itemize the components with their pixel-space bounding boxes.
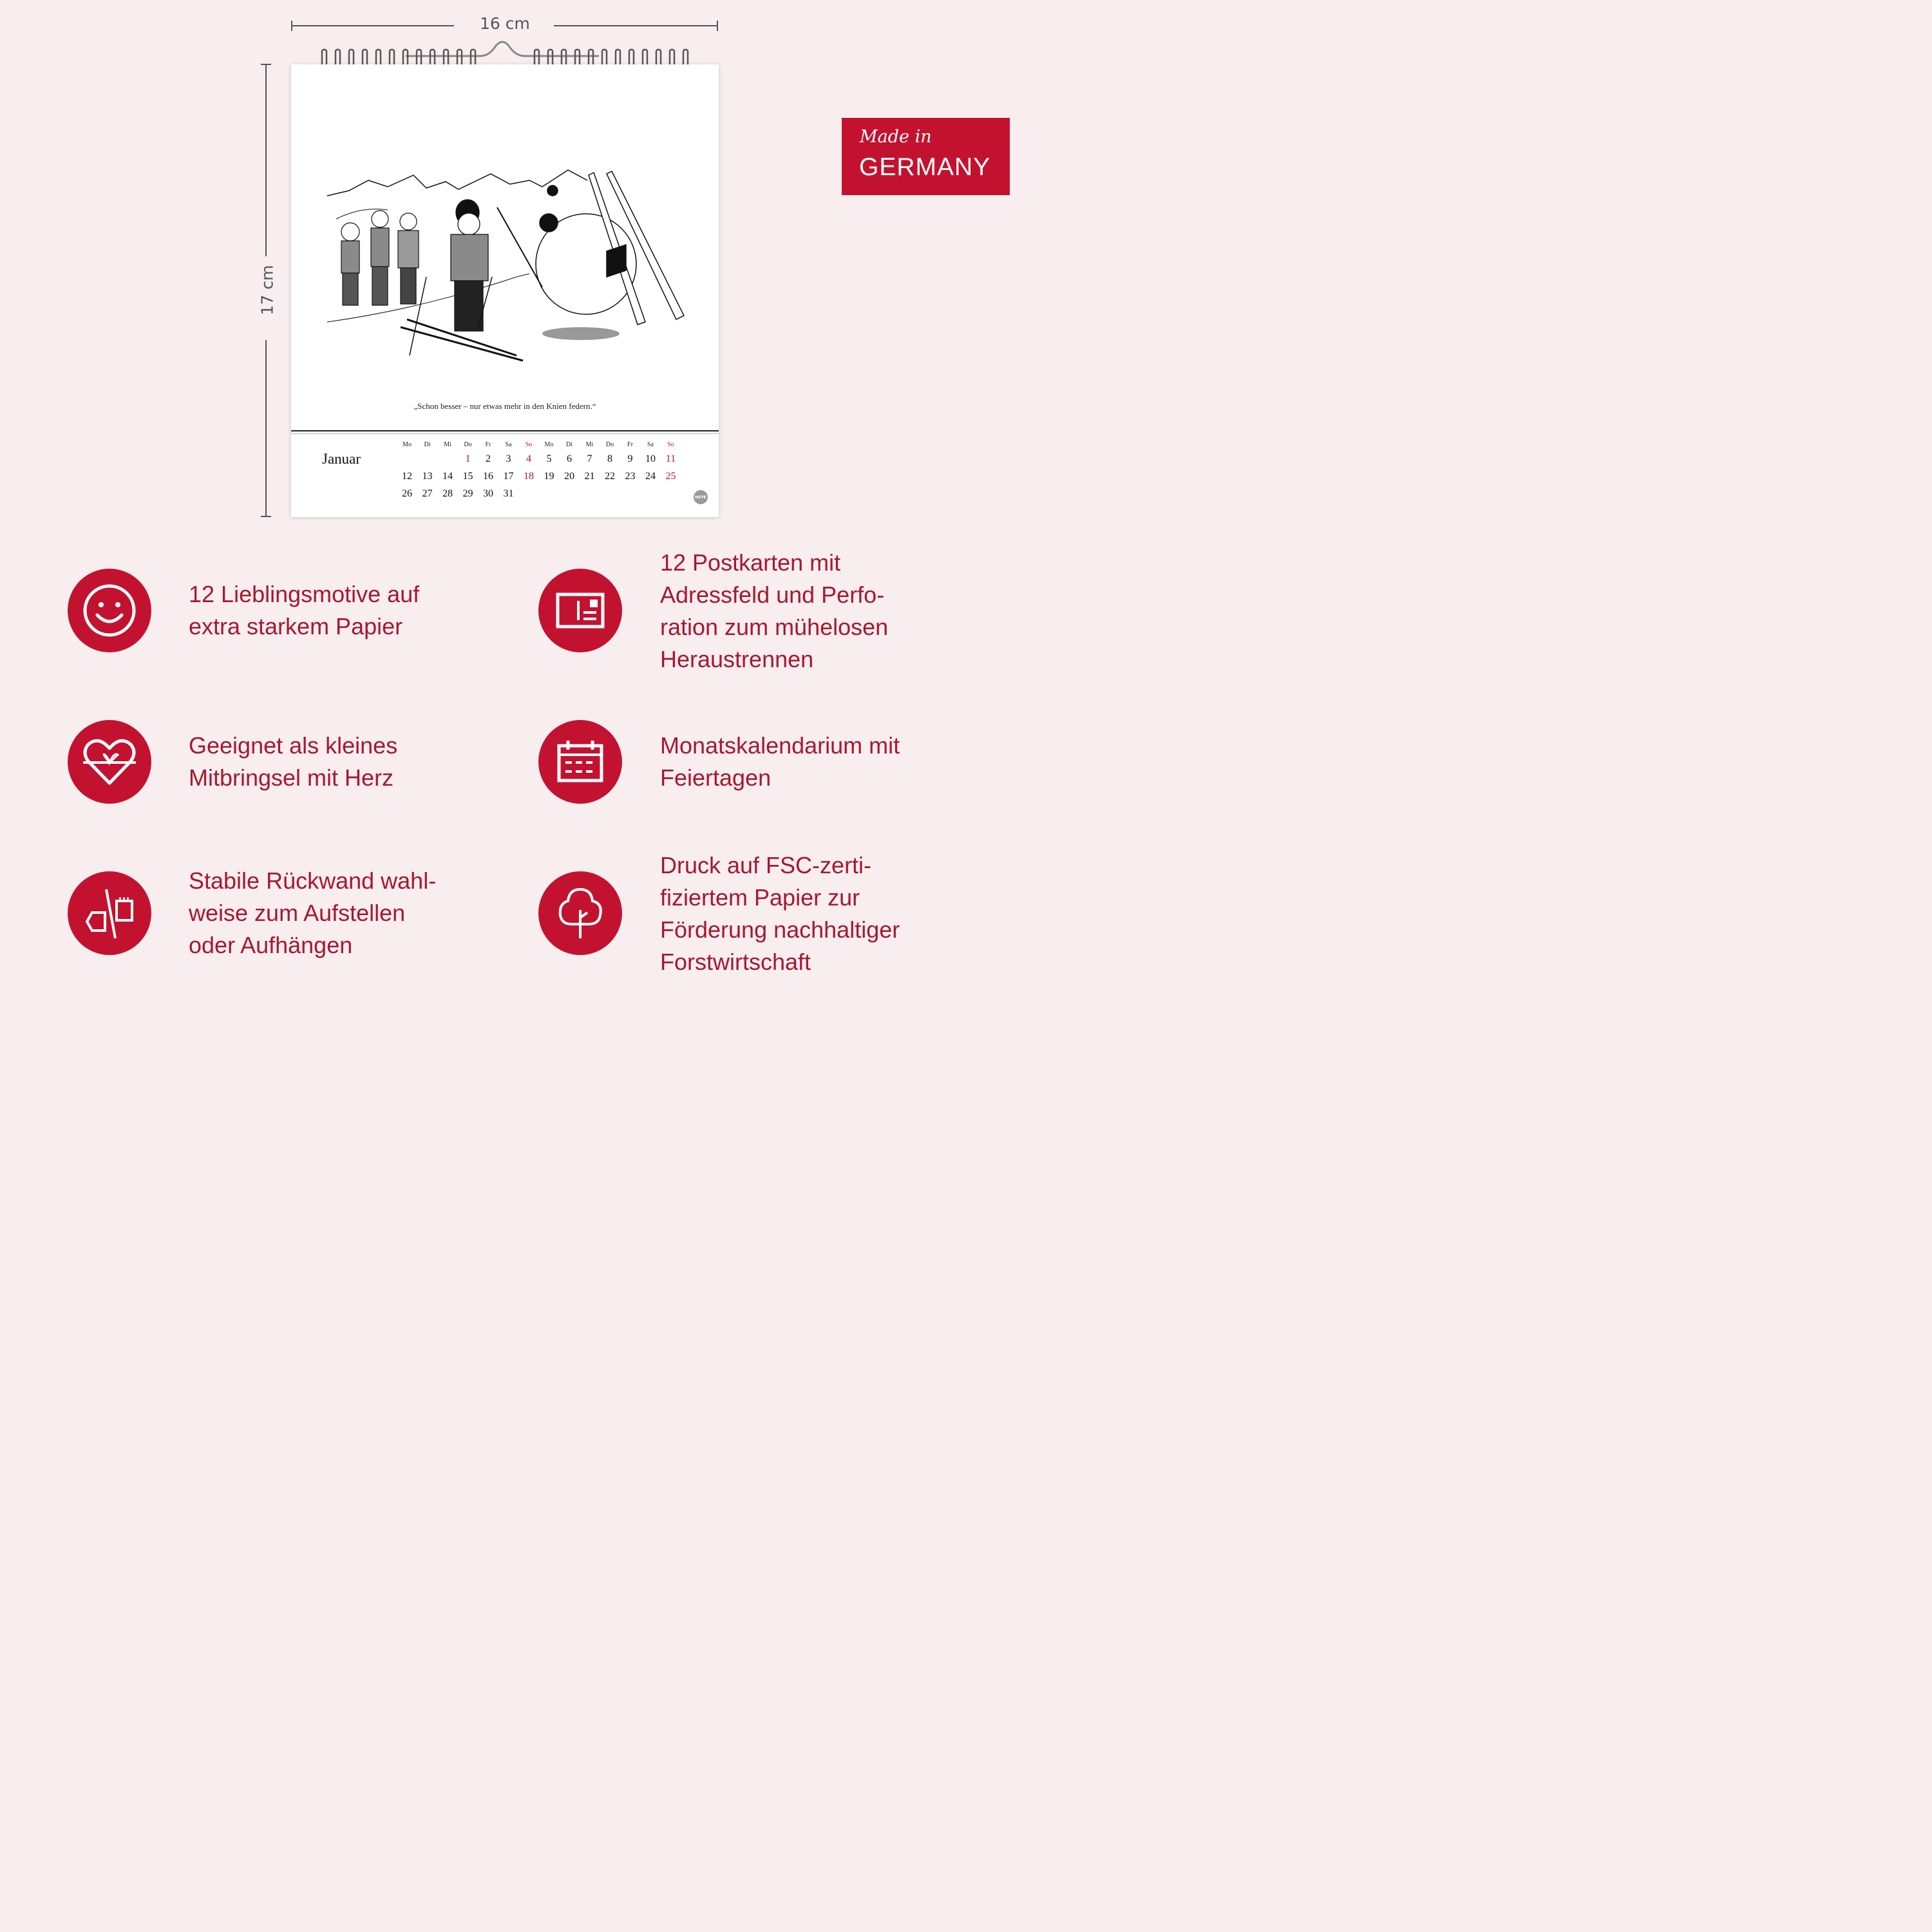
calendar-day: 30 [483,488,493,499]
calendar-day: 21 [584,471,595,482]
calendar-day: 11 [665,453,676,464]
feature-text: 12 Postkarten mit Adressfeld und Perfo- ration zum mühelosen Heraustrennen [660,549,889,672]
divider-line [291,430,719,431]
postcard-icon [538,569,622,652]
cartoon-illustration [323,167,690,374]
calendar-day: 20 [564,471,574,482]
weekday-label: Fr [627,441,633,448]
calendar-day: 3 [506,453,511,464]
calendar-day: 9 [627,453,633,464]
calendar-day: 14 [442,471,453,482]
weekday-label: So [525,441,533,448]
heart-gift-icon [68,720,151,804]
calendar-sheet [291,64,719,517]
calendar-day: 26 [402,488,412,499]
feature-item [68,720,151,804]
weekday-label: Do [605,441,614,448]
feature-text: Stabile Rückwand wahl- weise zum Aufstellen oder Aufhängen [189,867,437,958]
weekday-label: Di [566,441,573,448]
smiley-icon [68,569,151,652]
calendar-day: 23 [625,471,636,482]
calendar-day: 5 [546,453,552,464]
calendar-day: 6 [567,453,572,464]
calendar-day: 17 [503,471,514,482]
feature-text: 12 Lieblingsmotive auf extra starkem Papier [189,581,420,639]
weekday-label: So [667,441,674,448]
calendar-day: 7 [587,453,592,464]
calendar-day: 24 [645,471,656,482]
calendar-day: 15 [462,471,473,482]
height-label: 17 cm [258,265,277,316]
width-label: 16 cm [480,14,530,33]
weekday-label: Di [424,441,431,448]
feature-item [538,871,622,955]
feature-text: Druck auf FSC-zerti- fiziertem Papier zur Förderung nachhaltiger Forstwirtschaft [660,852,900,975]
badge-country-text: GERMANY [859,153,991,181]
weekday-label: Mo [544,441,554,448]
weekday-label: Fr [485,441,491,448]
calendar-day: 27 [422,488,433,499]
calendar-day: 4 [526,453,531,464]
calendar-day: 29 [462,488,473,499]
feature-text: Geeignet als kleines Mitbringsel mit Herz [189,732,398,791]
month-title: Januar [322,451,361,467]
weekday-label: Mi [444,441,451,448]
divider-line-thin [291,433,719,434]
calendar-day: 22 [605,471,615,482]
calendar-day: 19 [544,471,554,482]
tree-icon [538,871,622,955]
feature-item [538,720,622,804]
weekday-label: Sa [505,441,512,448]
weekday-label: Sa [647,441,654,448]
calendar-day: 2 [486,453,491,464]
calendar-day: 28 [442,488,453,499]
weekday-label: Mo [402,441,412,448]
calendar-icon [538,720,622,804]
badge-made-text: Made in [860,127,932,147]
calendar-day: 31 [503,488,514,499]
made-in-germany-badge [842,118,1010,195]
weekday-label: Mi [585,441,594,448]
calendar-day: 16 [483,471,493,482]
calendar-day: 8 [607,453,612,464]
weekday-label: Do [464,441,472,448]
calendar-day: 25 [665,471,676,482]
feature-item [538,569,622,652]
calendar-day: 13 [422,471,433,482]
calendar-day: 10 [645,453,656,464]
calendar-day: 1 [465,453,471,464]
calendar-day: 18 [524,471,534,482]
calendar-day: 12 [402,471,412,482]
feature-text: Monatskalendarium mit Feiertagen [660,732,900,791]
feature-item [68,569,151,652]
feature-item [68,871,151,955]
publisher-logo: HEYE [694,490,708,504]
stand-hang-icon [68,871,151,955]
cartoon-caption: „Schon besser – nur etwas mehr in den Knien federn.“ [413,401,596,411]
